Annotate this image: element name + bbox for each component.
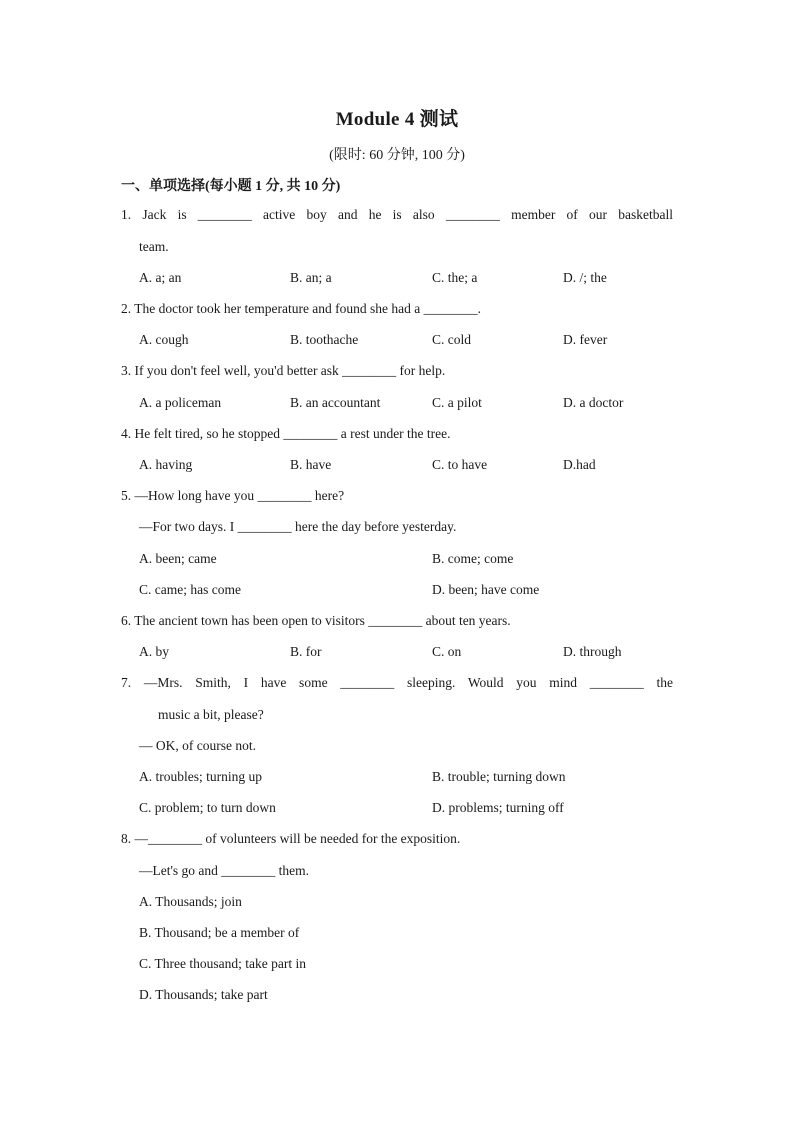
question-1-stem: 1. Jack is ________ active boy and he is also ________ member of our basketball <box>121 207 673 222</box>
question-4-option-a: A. having <box>139 457 193 472</box>
question-7-stem: 7. —Mrs. Smith, I have some ________ sleeping. Would you mind ________ the <box>121 675 673 690</box>
question-7-option-d: D. problems; turning off <box>432 800 564 815</box>
question-7-reply: — OK, of course not. <box>139 738 256 753</box>
question-8-stem: 8. —________ of volunteers will be needed for the exposition. <box>121 831 461 846</box>
question-8-option-d: D. Thousands; take part <box>139 987 268 1002</box>
question-1-option-c: C. the; a <box>432 270 478 285</box>
question-1-option-a: A. a; an <box>139 270 182 285</box>
question-3-option-c: C. a pilot <box>432 395 482 410</box>
question-4-option-b: B. have <box>290 457 332 472</box>
section-heading: 一、单项选择(每小题 1 分, 共 10 分) <box>121 179 341 194</box>
question-6-option-b: B. for <box>290 644 322 659</box>
question-6-option-d: D. through <box>563 644 622 659</box>
question-2-stem: 2. The doctor took her temperature and found she had a ________. <box>121 301 482 316</box>
question-5-stem: 5. —How long have you ________ here? <box>121 488 345 503</box>
question-6-stem: 6. The ancient town has been open to visitors ________ about ten years. <box>121 613 511 628</box>
question-7-option-a: A. troubles; turning up <box>139 769 262 784</box>
question-8-option-c: C. Three thousand; take part in <box>139 956 306 971</box>
question-5-option-c: C. came; has come <box>139 582 241 597</box>
question-4-option-d: D.had <box>563 457 596 472</box>
question-7-option-c: C. problem; to turn down <box>139 800 276 815</box>
question-4-stem: 4. He felt tired, so he stopped ________ a rest under the tree. <box>121 426 451 441</box>
question-7-stem-cont: music a bit, please? <box>158 707 264 722</box>
question-3-option-a: A. a policeman <box>139 395 222 410</box>
page-title: Module 4 测试 <box>335 109 459 130</box>
question-1-option-b: B. an; a <box>290 270 332 285</box>
question-3-option-b: B. an accountant <box>290 395 381 410</box>
page-subtitle: (限时: 60 分钟, 100 分) <box>329 148 465 163</box>
question-8-option-a: A. Thousands; join <box>139 894 242 909</box>
question-5-option-d: D. been; have come <box>432 582 540 597</box>
question-5-option-a: A. been; came <box>139 551 217 566</box>
question-8-reply: —Let's go and ________ them. <box>139 863 310 878</box>
question-5-option-b: B. come; come <box>432 551 514 566</box>
question-2-option-c: C. cold <box>432 332 471 347</box>
question-2-option-d: D. fever <box>563 332 608 347</box>
question-5-reply: —For two days. I ________ here the day before yesterday. <box>139 519 457 534</box>
question-3-stem: 3. If you don't feel well, you'd better ask ________ for help. <box>121 363 446 378</box>
question-8-option-b: B. Thousand; be a member of <box>139 925 300 940</box>
question-1-option-d: D. /; the <box>563 270 607 285</box>
question-6-option-a: A. by <box>139 644 169 659</box>
question-1-stem-cont: team. <box>139 239 169 254</box>
question-6-option-c: C. on <box>432 644 462 659</box>
question-7-option-b: B. trouble; turning down <box>432 769 566 784</box>
question-4-option-c: C. to have <box>432 457 488 472</box>
question-2-option-b: B. toothache <box>290 332 359 347</box>
question-3-option-d: D. a doctor <box>563 395 624 410</box>
question-2-option-a: A. cough <box>139 332 189 347</box>
